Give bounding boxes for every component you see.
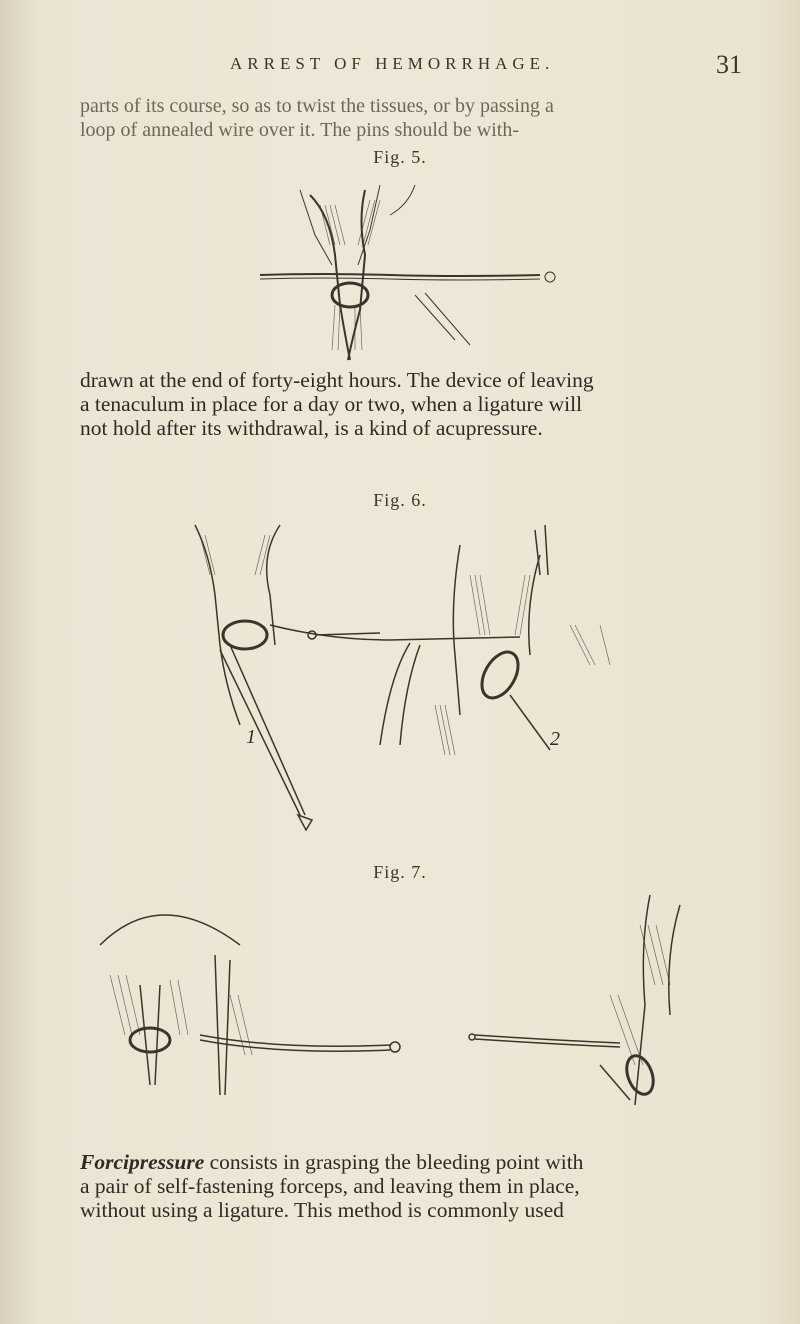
paragraph-line: a pair of self-fastening forceps, and leaving them in place, [80, 1174, 580, 1198]
page-header [0, 50, 800, 80]
figure-7-illustration [80, 885, 720, 1125]
paragraph-top [80, 94, 740, 142]
figure-6-label-2: 2 [550, 728, 560, 750]
figure-6-caption: Fig. 6. [373, 490, 427, 510]
term-forcipressure: Forcipressure [80, 1150, 205, 1174]
paragraph-line [80, 1150, 740, 1174]
paragraph-line: without using a ligature. This method is commonly used [80, 1198, 564, 1222]
figure-5-caption: Fig. 5. [373, 147, 427, 167]
figure-6-label-1: 1 [246, 726, 256, 748]
paragraph-middle [80, 368, 740, 440]
paragraph-line: drawn at the end of forty-eight hours. The device of leaving [80, 368, 594, 392]
figure-7-caption: Fig. 7. [373, 862, 427, 882]
paragraph-line: not hold after its withdrawal, is a kind of acupressure. [80, 416, 543, 440]
paragraph-line: loop of annealed wire over it. The pins should be with- [80, 119, 519, 141]
figure-6-illustration [180, 515, 640, 845]
running-title: ARREST OF HEMORRHAGE. [230, 54, 555, 73]
figure-5-illustration [240, 175, 580, 370]
paragraph-line: parts of its course, so as to twist the tissues, or by passing a [80, 95, 554, 117]
page-number: 31 [716, 50, 742, 79]
paragraph-line: a tenaculum in place for a day or two, when a ligature will [80, 392, 583, 416]
paragraph-line-rest: consists in grasping the bleeding point with [204, 1150, 584, 1174]
paragraph-bottom [80, 1150, 740, 1222]
